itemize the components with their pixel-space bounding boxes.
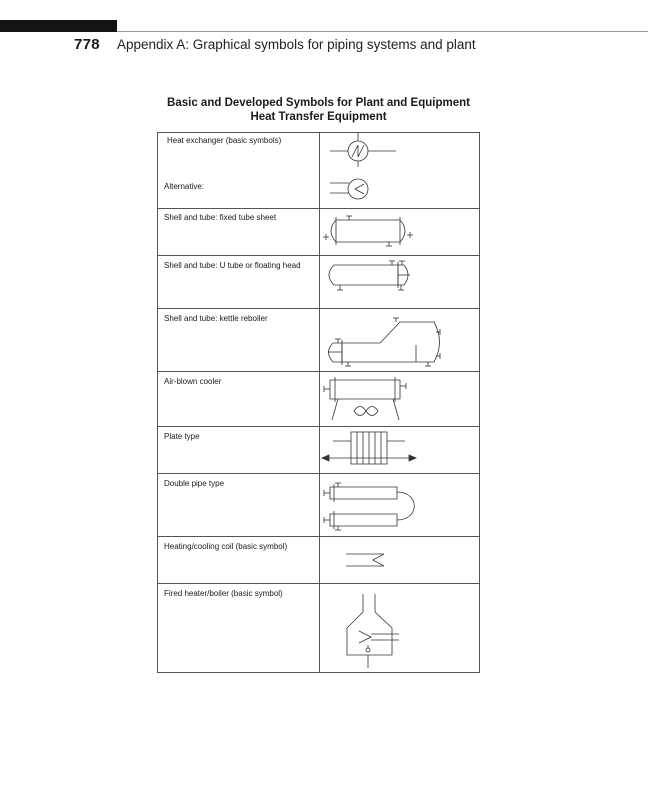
row-label: Heat exchanger (basic symbols) xyxy=(167,136,282,145)
running-head: Appendix A: Graphical symbols for piping systems and plant xyxy=(117,37,476,52)
heating-cooling-coil-symbol xyxy=(346,554,384,566)
u-tube-floating-head-symbol xyxy=(329,261,410,290)
air-blown-cooler-symbol xyxy=(324,377,406,420)
kettle-reboiler-symbol xyxy=(328,318,440,366)
double-pipe-symbol xyxy=(324,483,414,530)
row-label: Shell and tube: fixed tube sheet xyxy=(164,213,277,222)
heat-exchanger-alternative-symbol xyxy=(330,179,368,199)
fired-heater-boiler-symbol xyxy=(347,594,399,668)
page-number: 778 xyxy=(74,36,100,53)
row-label: Air-blown cooler xyxy=(164,377,222,386)
figure-title: Basic and Developed Symbols for Plant and Equipment xyxy=(167,97,470,109)
plate-type-symbol xyxy=(322,432,416,464)
heat-exchanger-basic-symbol xyxy=(330,133,396,167)
row-label: Alternative: xyxy=(164,182,205,191)
figure-subtitle: Heat Transfer Equipment xyxy=(250,111,387,123)
row-label: Shell and tube: kettle reboiler xyxy=(164,314,268,323)
row-label: Double pipe type xyxy=(164,479,225,488)
fixed-tube-sheet-symbol xyxy=(323,216,413,246)
row-label: Plate type xyxy=(164,432,200,441)
row-label: Fired heater/boiler (basic symbol) xyxy=(164,589,283,598)
row-label: Heating/cooling coil (basic symbol) xyxy=(164,542,288,551)
row-label: Shell and tube: U tube or floating head xyxy=(164,261,301,270)
